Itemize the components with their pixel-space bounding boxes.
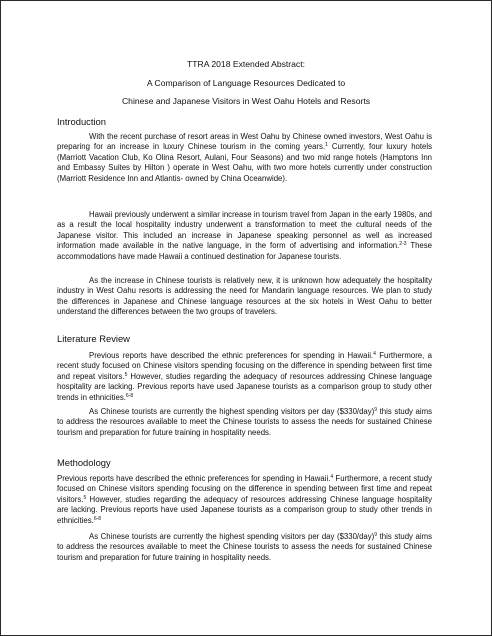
citation-superscript: 1 <box>325 142 328 149</box>
citation-superscript: 6-8 <box>125 392 134 399</box>
citation-superscript: 5 <box>83 494 87 501</box>
introduction-paragraph-3 <box>57 276 432 318</box>
methodology-heading-block <box>57 457 432 469</box>
literature-review-paragraph-2 <box>57 407 432 438</box>
title-line-1: TTRA 2018 Extended Abstract: <box>187 59 305 69</box>
paragraph <box>57 407 432 438</box>
introduction-paragraph-2 <box>57 210 432 262</box>
text-span: Furthermore, a recent study focused on Chinese visitors spending focusing on the difference in spending between first time and repeat visitors. <box>57 351 432 381</box>
paragraph <box>57 210 432 262</box>
text-span: Previous reports have described the ethnic preferences for spending in Hawaii. <box>89 351 374 360</box>
paragraph <box>57 532 432 563</box>
introduction-heading-block <box>57 116 432 128</box>
text-span: As Chinese tourists are currently the highest spending visitors per day ($330/day) <box>89 407 375 416</box>
text-span: As Chinese tourists are currently the highest spending visitors per day ($330/day) <box>89 532 375 541</box>
citation-superscript: 6-8 <box>93 515 102 522</box>
text-span: Furthermore, a recent study focused on Chinese visitors spending focusing on the difference in spending between first time and repeat visitors. <box>57 474 432 504</box>
title-line-2: A Comparison of Language Resources Dedicated to <box>146 77 346 88</box>
text-span: this study aims to address the resources available to meet the Chinese tourists to assess the needs for sustained Chinese tourism and preparation for future training in hospitality needs. <box>57 407 432 437</box>
paragraph <box>57 132 432 184</box>
citation-superscript: 4 <box>330 474 334 480</box>
paragraph <box>57 351 432 403</box>
methodology-heading: Methodology <box>57 457 111 468</box>
literature-review-heading-block <box>57 333 432 345</box>
citation-superscript: 2-3 <box>399 241 407 248</box>
text-span: These accommodations have made Hawaii a continued destination for Japanese tourists. <box>57 241 432 261</box>
title-line-3: Chinese and Japanese Visitors in West Oahu Hotels and Resorts <box>121 96 371 106</box>
text-span: Currently, four luxury hotels (Marriott Vacation Club, Ko Olina Resort, Aulani, Four Seasons) and two mid range hotels (Hamptons Inn and Embassy Suites by Hilton ) operate in West Oahu, with two more hotels currently under construction (Marriott Residence Inn and Atlantis- owned by China Oceanwide). <box>57 142 433 183</box>
methodology-paragraph-2 <box>57 532 432 563</box>
introduction-paragraph-1 <box>57 132 432 184</box>
title-block <box>41 55 451 111</box>
text-span: However, studies regarding the adequacy of resources addressing Chinese language hospitality are lacking. Previous reports have used Japanese tourists as a comparison group to study other trends in ethnicities. <box>57 371 432 402</box>
paragraph <box>57 474 432 526</box>
paragraph: As the increase in Chinese tourists is relatively new, it is unknown how adequately the hospitality industry in West Oahu resorts is addressing the need for Mandarin language resources. We plan to study the differences in Japanese and Chinese language resources at the six hotels in West Oahu to better understand the differences between the two groups of travelers. <box>57 276 432 317</box>
literature-review-heading: Literature Review <box>57 333 130 344</box>
text-span: However, studies regarding the adequacy of resources addressing Chinese language hospitality are lacking. Previous reports have used Japanese tourists as a comparison group to study other trends in ethnicities. <box>57 494 432 525</box>
citation-superscript: 5 <box>124 371 128 378</box>
citation-superscript: 4 <box>373 351 376 357</box>
text-span: Hawaii previously underwent a similar increase in tourism travel from Japan in the early 1980s, and as a result the local hospitality industry underwent a transformation to meet the cultural needs of the Japanese visitor. This included an increase in Japanese speaking personnel as well as increased information made available in the native language, in the form of advertising and information. <box>57 210 432 251</box>
text-span: With the recent purchase of resort areas in West Oahu by Chinese owned investors, West Oahu is preparing for an increase in luxury Chinese tourism in the coming years. <box>57 132 432 152</box>
text-span: this study aims to address the resources available to meet the Chinese tourists to assess the needs for sustained Chinese tourism and preparation for future training in hospitality needs. <box>57 532 432 562</box>
citation-superscript: 9 <box>374 532 378 538</box>
literature-review-paragraph-1 <box>57 351 432 403</box>
methodology-paragraph-1 <box>57 474 432 526</box>
introduction-heading: Introduction <box>57 116 106 127</box>
text-span: Previous reports have described the ethnic preferences for spending in Hawaii. <box>57 474 331 483</box>
citation-superscript: 9 <box>374 407 378 413</box>
